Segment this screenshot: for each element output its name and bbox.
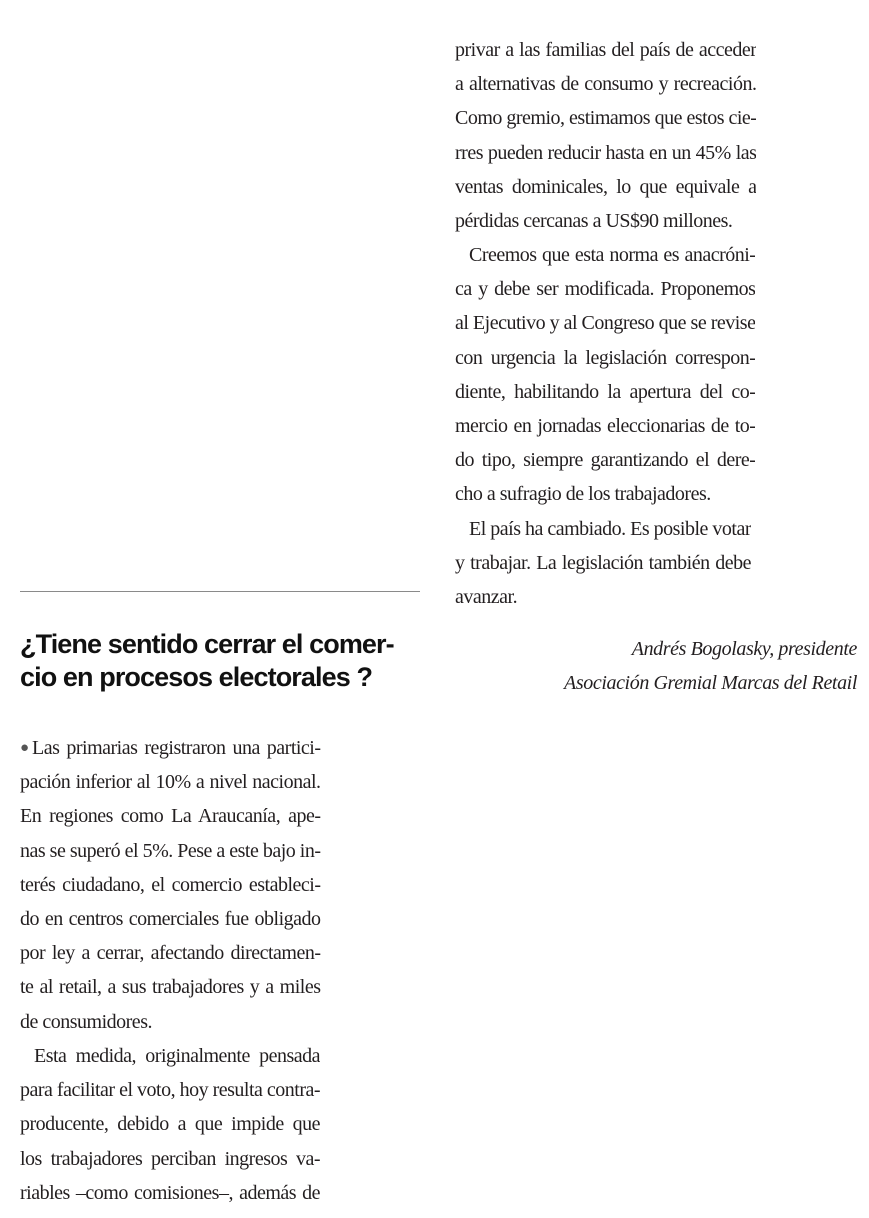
text-line: al Ejecutivo y al Congreso que se revise (455, 312, 756, 335)
text-line: do en centros comerciales fue obligado (20, 907, 321, 930)
right-paragraph-2 (455, 238, 755, 512)
text-line: producente, debido a que impide que (20, 1113, 321, 1136)
text-line: de consumidores. (20, 1010, 152, 1033)
headline-line: ¿Tiene sentido cerrar el comer- (20, 629, 394, 659)
text-line: pérdidas cercanas a US$90 millones. (455, 209, 733, 232)
text-line: te al retail, a sus trabajadores y a miles (20, 976, 321, 999)
text-line: ●Las primarias registraron una partici- (20, 737, 321, 759)
text-line: ventas dominicales, lo que equivale a (455, 175, 757, 198)
text-line: do tipo, siempre garantizando el dere- (455, 449, 756, 472)
author-name: Andrés Bogolasky, presidente (631, 638, 857, 660)
left-paragraph-1 (20, 731, 321, 1039)
text-line: nas se superó el 5%. Pese a este bajo in- (20, 839, 321, 862)
text-line: ca y debe ser modificada. Proponemos (455, 278, 756, 301)
text-line: por ley a cerrar, afectando directamen- (20, 942, 321, 965)
headline-line: cio en procesos electorales ? (20, 662, 373, 692)
text-line: Como gremio, estimamos que estos cie- (455, 107, 757, 130)
right-paragraph-3 (455, 512, 751, 615)
text-line: Creemos que esta norma es anacróni- (469, 244, 756, 266)
left-paragraph-2 (20, 1039, 320, 1210)
text-line: cho a sufragio de los trabajadores. (455, 483, 711, 506)
text-line: a alternativas de consumo y recreación. (455, 73, 757, 96)
bullet-icon: ● (20, 740, 32, 756)
text-line: rres pueden reducir hasta en un 45% las (455, 141, 757, 164)
letter-headline (20, 628, 422, 694)
text-line: para facilitar el voto, hoy resulta contra- (20, 1079, 321, 1102)
text-line: terés ciudadano, el comercio estableci- (20, 873, 321, 896)
text-line: avanzar. (455, 586, 518, 609)
author-organization: Asociación Gremial Marcas del Retail (564, 672, 857, 694)
section-divider (20, 591, 420, 592)
text-line: con urgencia la legislación correspon- (455, 346, 756, 369)
text-line: y trabajar. La legislación también debe (455, 552, 751, 575)
text-line: pación inferior al 10% a nivel nacional. (20, 771, 321, 794)
text-line: El país ha cambiado. Es posible votar (469, 518, 751, 540)
text-line: privar a las familias del país de acceder (455, 39, 757, 61)
text-line: los trabajadores perciban ingresos va- (20, 1147, 321, 1170)
right-column (455, 0, 857, 1218)
author-signature (455, 632, 857, 700)
right-paragraph-1 (455, 33, 756, 238)
text-line: En regiones como La Araucanía, ape- (20, 805, 321, 828)
text-line: diente, habilitando la apertura del co- (455, 380, 756, 403)
text-line: Esta medida, originalmente pensada (34, 1045, 321, 1067)
text-line: riables –como comisiones–, además de (20, 1181, 321, 1204)
text-line: mercio en jornadas eleccionarias de to- (455, 414, 756, 437)
left-column (20, 0, 422, 1218)
